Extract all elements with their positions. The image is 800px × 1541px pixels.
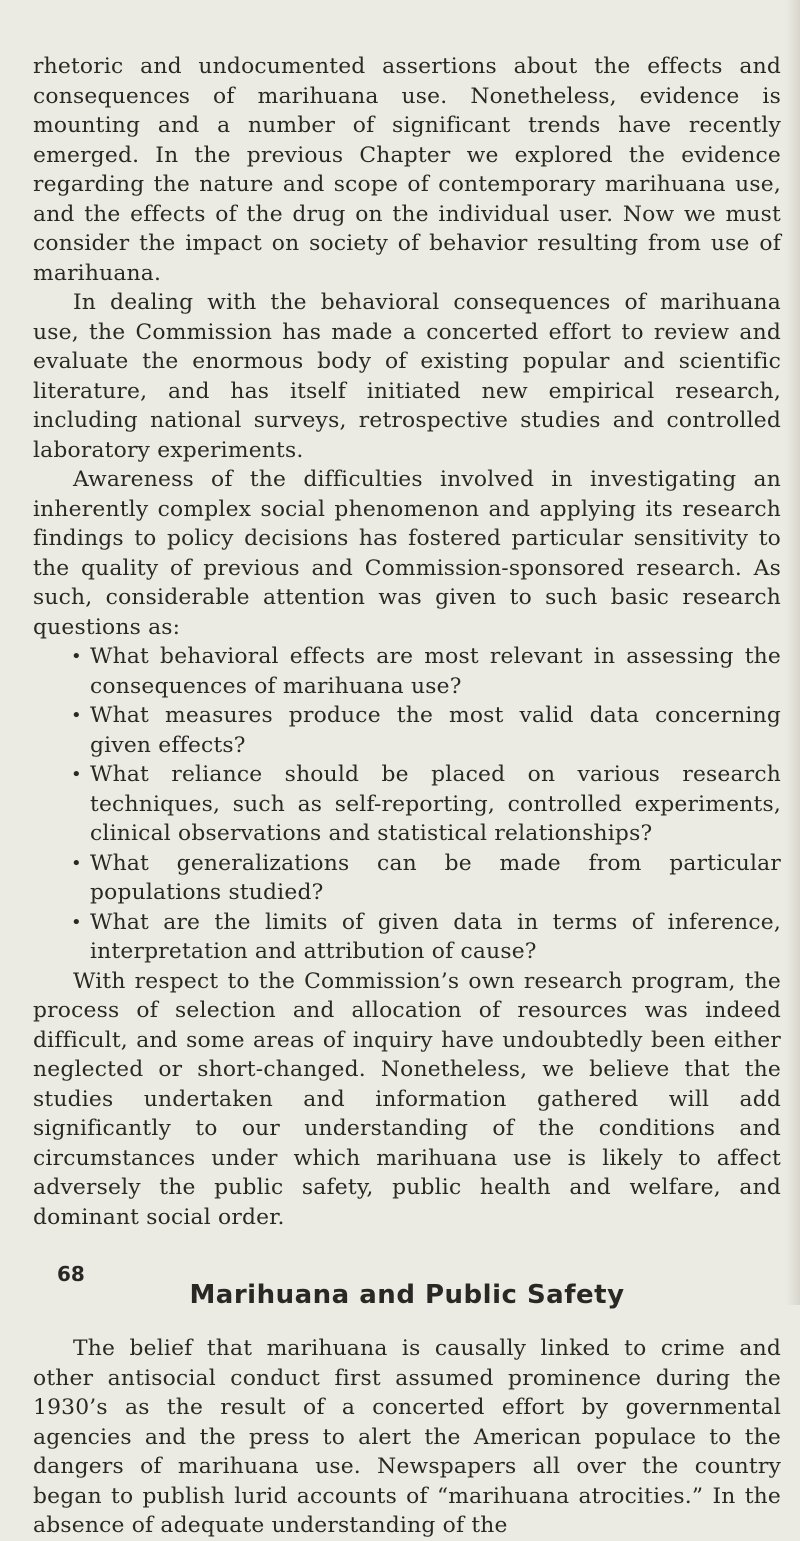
- list-item-text: What are the limits of given data in terms of inference, interpretation and attribution of cause?: [90, 909, 781, 964]
- body-text: [33, 52, 781, 1541]
- list-item: [33, 849, 781, 908]
- section-heading: Marihuana and Public Safety: [189, 1280, 625, 1310]
- paragraph-research-program: With respect to the Commission’s own research program, the process of selection and allocation of resources was indeed difficult, and some areas of inquiry have undoubtedly been either neglected or short-changed. Nonetheless, we believe that the studies undertaken and information gathered will add significantly to our understanding of the conditions and circumstances under which marihuana use is likely to affect adversely the public safety, public health and welfare, and dominant social order.: [33, 968, 781, 1230]
- list-item: [33, 701, 781, 760]
- research-questions-list: [33, 642, 781, 967]
- bullet-icon: •: [71, 852, 82, 874]
- list-item-text: What behavioral effects are most relevant in assessing the consequences of marihuana use?: [90, 644, 781, 699]
- page-number: 68: [57, 1262, 85, 1286]
- list-item: [33, 760, 781, 849]
- paragraph-research-awareness: Awareness of the difficulties involved in investigating an inherently complex social phenomenon and applying its research findings to policy decisions has fostered particular sensitivity to the quality of previous and Commission-sponsored research. As such, considerable attention was given to such basic research questions as:: [33, 467, 781, 640]
- bullet-icon: •: [71, 911, 82, 933]
- bullet-icon: •: [71, 764, 82, 785]
- bullet-icon: •: [71, 646, 82, 667]
- list-item: [33, 642, 781, 701]
- paragraph-intro: rhetoric and undocumented assertions about the effects and consequences of marihuana use. Nonetheless, evidence is mounting and a number of significant trends have recently emerged. In the previous Chapter we explored the evidence regarding the nature and scope of contemporary marihuana use, and the effects of the drug on the individual user. Now we must consider the impact on society of behavior resulting from use of marihuana.: [33, 54, 781, 286]
- bullet-icon: •: [71, 705, 82, 726]
- list-item-text: What measures produce the most valid data concerning given effects?: [90, 703, 781, 758]
- list-item: [33, 908, 781, 967]
- list-item-text: What generalizations can be made from particular populations studied?: [90, 850, 781, 905]
- list-item-text: What reliance should be placed on various research techniques, such as self-reporting, controlled experiments, clinical observations and statistical relationships?: [90, 762, 781, 846]
- page-edge-shadow: [786, 0, 800, 1305]
- paragraph-public-safety: The belief that marihuana is causally linked to crime and other antisocial conduct first assumed prominence during the 1930’s as the result of a concerted effort by governmental agencies and the press to alert the American populace to the dangers of marihuana use. Newspapers all over the country began to publish lurid accounts of “marihuana atrocities.” In the absence of adequate understanding of the: [33, 1336, 781, 1538]
- paragraph-commission-review: In dealing with the behavioral consequences of marihuana use, the Commission has made a concerted effort to review and evaluate the enormous body of existing popular and scientific literature, and has itself initiated new empirical research, including national surveys, retrospective studies and controlled laboratory experiments.: [33, 290, 781, 463]
